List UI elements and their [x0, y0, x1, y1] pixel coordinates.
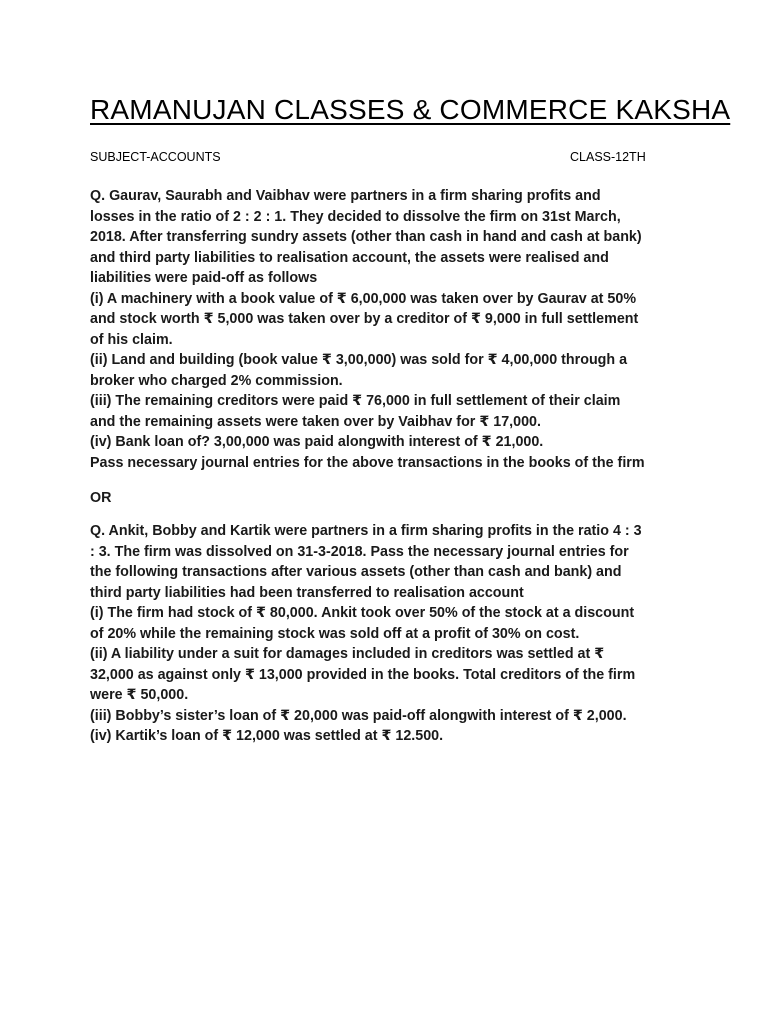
question-line: (ii) Land and building (book value ₹ 3,00,000) was sold for ₹ 4,00,000 through a — [90, 352, 628, 368]
question-line: broker who charged 2% commission. — [90, 372, 343, 389]
question-line: (iv) Kartik’s loan of ₹ 12,000 was settled at ₹ 12.500. — [90, 728, 444, 744]
page-title: RAMANUJAN CLASSES & COMMERCE KAKSHA — [90, 94, 731, 125]
question-line: and the remaining assets were taken over by Vaibhav for ₹ 17,000. — [90, 413, 541, 430]
question-line: (ii) A liability under a suit for damages included in creditors was settled at ₹ — [90, 646, 605, 662]
class-label: CLASS-12TH — [570, 150, 646, 164]
question-line: of his claim. — [90, 331, 173, 348]
question-line: liabilities were paid-off as follows — [90, 270, 318, 286]
question-line: (iii) Bobby’s sister’s loan of ₹ 20,000 was paid-off alongwith interest of ₹ 2,000. — [90, 707, 627, 724]
subject-label: SUBJECT-ACCOUNTS — [90, 150, 221, 164]
question-line: of 20% while the remaining stock was sold off at a profit of 30% on cost. — [90, 625, 580, 642]
question-line: 32,000 as against only ₹ 13,000 provided in the books. Total creditors of the firm — [90, 666, 636, 683]
question-line: the following transactions after various assets (other than cash and bank) and — [90, 564, 622, 580]
question-line: 2018. After transferring sundry assets (other than cash in hand and cash at bank) — [90, 229, 642, 245]
question-line: Pass necessary journal entries for the above transactions in the books of the firm — [90, 454, 645, 471]
question-1 — [90, 186, 690, 473]
question-2 — [90, 521, 690, 747]
or-separator: OR — [90, 490, 112, 506]
question-line: (i) A machinery with a book value of ₹ 6,00,000 was taken over by Gaurav at 50% — [90, 290, 637, 307]
question-line: and third party liabilities to realisation account, the assets were realised and — [90, 249, 609, 266]
question-line: and stock worth ₹ 5,000 was taken over by a creditor of ₹ 9,000 in full settlement — [90, 311, 639, 327]
question-line: losses in the ratio of 2 : 2 : 1. They decided to dissolve the firm on 31st March, — [90, 208, 621, 225]
question-line: third party liabilities had been transferred to realisation account — [90, 584, 524, 601]
question-line: were ₹ 50,000. — [90, 687, 189, 703]
question-line: (iv) Bank loan of? 3,00,000 was paid alongwith interest of ₹ 21,000. — [90, 434, 544, 450]
question-line: Q. Ankit, Bobby and Kartik were partners in a firm sharing profits in the ratio 4 : 3 — [90, 523, 642, 539]
question-line: Q. Gaurav, Saurabh and Vaibhav were partners in a firm sharing profits and — [90, 188, 601, 204]
question-line: (i) The firm had stock of ₹ 80,000. Ankit took over 50% of the stock at a discount — [90, 605, 635, 621]
question-line: : 3. The firm was dissolved on 31-3-2018. Pass the necessary journal entries for — [90, 543, 629, 560]
question-line: (iii) The remaining creditors were paid ₹ 76,000 in full settlement of their claim — [90, 393, 621, 409]
